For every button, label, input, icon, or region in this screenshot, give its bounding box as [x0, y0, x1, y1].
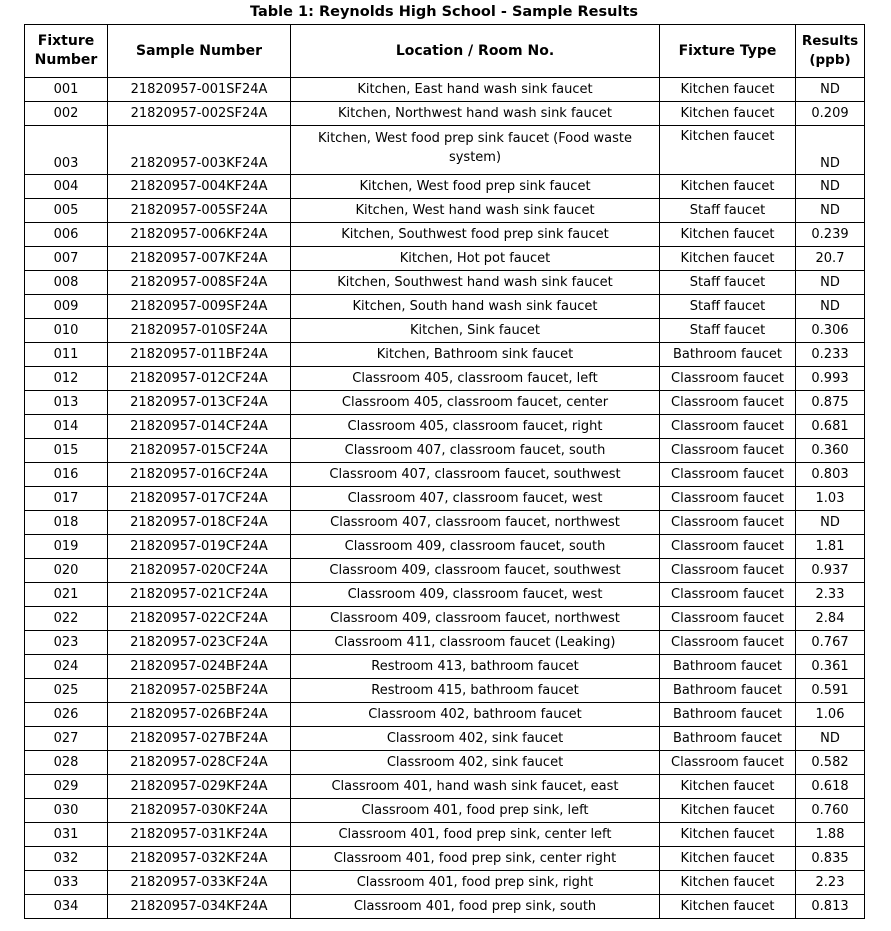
table-row	[25, 439, 865, 463]
table-row	[25, 727, 865, 751]
fixture-number-cell: 003	[25, 126, 108, 175]
fixture-number-cell: 033	[25, 871, 108, 895]
sample-number-cell: 21820957-010SF24A	[108, 319, 291, 343]
location-cell: Classroom 409, classroom faucet, northwest	[291, 607, 660, 631]
sample-number-cell: 21820957-033KF24A	[108, 871, 291, 895]
fixture-type-cell: Bathroom faucet	[660, 343, 796, 367]
table-row	[25, 847, 865, 871]
header-location: Location / Room No.	[291, 25, 660, 78]
location-cell: Kitchen, Hot pot faucet	[291, 247, 660, 271]
result-cell: ND	[796, 727, 865, 751]
result-cell: ND	[796, 271, 865, 295]
table-row	[25, 655, 865, 679]
table-row	[25, 583, 865, 607]
fixture-number-cell: 006	[25, 223, 108, 247]
table-row	[25, 415, 865, 439]
sample-number-cell: 21820957-028CF24A	[108, 751, 291, 775]
fixture-number-cell: 010	[25, 319, 108, 343]
fixture-type-cell: Bathroom faucet	[660, 679, 796, 703]
fixture-number-cell: 032	[25, 847, 108, 871]
table-row	[25, 463, 865, 487]
fixture-number-cell: 007	[25, 247, 108, 271]
sample-number-cell: 21820957-027BF24A	[108, 727, 291, 751]
location-cell: Kitchen, West food prep sink faucet (Food waste system)	[291, 126, 660, 175]
table-row	[25, 679, 865, 703]
sample-number-cell: 21820957-002SF24A	[108, 102, 291, 126]
location-cell: Classroom 409, classroom faucet, southwest	[291, 559, 660, 583]
sample-results-table	[24, 24, 865, 919]
fixture-number-cell: 024	[25, 655, 108, 679]
fixture-number-cell: 028	[25, 751, 108, 775]
result-cell: 0.875	[796, 391, 865, 415]
result-cell: 2.33	[796, 583, 865, 607]
sample-number-cell: 21820957-007KF24A	[108, 247, 291, 271]
location-cell: Classroom 401, food prep sink, center right	[291, 847, 660, 871]
table-row	[25, 511, 865, 535]
result-cell: 0.209	[796, 102, 865, 126]
header-row	[25, 25, 865, 78]
location-cell: Classroom 401, food prep sink, center left	[291, 823, 660, 847]
location-cell: Kitchen, East hand wash sink faucet	[291, 78, 660, 102]
fixture-number-cell: 019	[25, 535, 108, 559]
location-cell: Restroom 413, bathroom faucet	[291, 655, 660, 679]
table-row	[25, 823, 865, 847]
table-row	[25, 319, 865, 343]
fixture-type-cell: Kitchen faucet	[660, 847, 796, 871]
fixture-type-cell: Kitchen faucet	[660, 126, 796, 175]
result-cell: 0.591	[796, 679, 865, 703]
fixture-type-cell: Staff faucet	[660, 319, 796, 343]
table-row	[25, 126, 865, 175]
result-cell: ND	[796, 175, 865, 199]
result-cell: 0.803	[796, 463, 865, 487]
result-cell: 0.239	[796, 223, 865, 247]
fixture-number-cell: 001	[25, 78, 108, 102]
table-row	[25, 799, 865, 823]
fixture-number-cell: 027	[25, 727, 108, 751]
fixture-number-cell: 009	[25, 295, 108, 319]
table-row	[25, 703, 865, 727]
result-cell: 0.937	[796, 559, 865, 583]
fixture-type-cell: Bathroom faucet	[660, 703, 796, 727]
fixture-number-cell: 017	[25, 487, 108, 511]
result-cell: 0.361	[796, 655, 865, 679]
location-cell: Classroom 405, classroom faucet, left	[291, 367, 660, 391]
table-row	[25, 871, 865, 895]
result-cell: 20.7	[796, 247, 865, 271]
result-cell: 0.835	[796, 847, 865, 871]
table-row	[25, 607, 865, 631]
location-cell: Classroom 409, classroom faucet, west	[291, 583, 660, 607]
fixture-type-cell: Kitchen faucet	[660, 823, 796, 847]
header-results: Results (ppb)	[796, 25, 865, 78]
result-cell: ND	[796, 126, 865, 175]
result-cell: ND	[796, 78, 865, 102]
fixture-type-cell: Kitchen faucet	[660, 799, 796, 823]
result-cell: 2.84	[796, 607, 865, 631]
result-cell: 0.233	[796, 343, 865, 367]
sample-number-cell: 21820957-011BF24A	[108, 343, 291, 367]
sample-number-cell: 21820957-015CF24A	[108, 439, 291, 463]
result-cell: 0.993	[796, 367, 865, 391]
location-cell: Classroom 401, food prep sink, south	[291, 895, 660, 919]
result-cell: 0.582	[796, 751, 865, 775]
fixture-number-cell: 016	[25, 463, 108, 487]
location-cell: Classroom 402, bathroom faucet	[291, 703, 660, 727]
fixture-type-cell: Classroom faucet	[660, 511, 796, 535]
fixture-type-cell: Classroom faucet	[660, 751, 796, 775]
fixture-number-cell: 025	[25, 679, 108, 703]
fixture-type-cell: Kitchen faucet	[660, 775, 796, 799]
fixture-number-cell: 002	[25, 102, 108, 126]
sample-number-cell: 21820957-003KF24A	[108, 126, 291, 175]
result-cell: ND	[796, 295, 865, 319]
table-row	[25, 175, 865, 199]
fixture-type-cell: Kitchen faucet	[660, 102, 796, 126]
fixture-type-cell: Kitchen faucet	[660, 247, 796, 271]
table-row	[25, 775, 865, 799]
result-cell: 1.88	[796, 823, 865, 847]
sample-number-cell: 21820957-013CF24A	[108, 391, 291, 415]
table-row	[25, 295, 865, 319]
location-cell: Classroom 402, sink faucet	[291, 727, 660, 751]
sample-number-cell: 21820957-004KF24A	[108, 175, 291, 199]
sample-number-cell: 21820957-016CF24A	[108, 463, 291, 487]
sample-number-cell: 21820957-019CF24A	[108, 535, 291, 559]
location-cell: Classroom 407, classroom faucet, northwest	[291, 511, 660, 535]
location-cell: Kitchen, West food prep sink faucet	[291, 175, 660, 199]
sample-number-cell: 21820957-032KF24A	[108, 847, 291, 871]
fixture-type-cell: Kitchen faucet	[660, 895, 796, 919]
table-row	[25, 535, 865, 559]
result-cell: ND	[796, 199, 865, 223]
table-row	[25, 271, 865, 295]
fixture-number-cell: 034	[25, 895, 108, 919]
fixture-number-cell: 029	[25, 775, 108, 799]
table-row	[25, 367, 865, 391]
result-cell: 0.767	[796, 631, 865, 655]
sample-number-cell: 21820957-026BF24A	[108, 703, 291, 727]
fixture-type-cell: Classroom faucet	[660, 535, 796, 559]
table-row	[25, 343, 865, 367]
location-cell: Classroom 401, food prep sink, left	[291, 799, 660, 823]
result-cell: 0.360	[796, 439, 865, 463]
result-cell: 1.06	[796, 703, 865, 727]
fixture-number-cell: 014	[25, 415, 108, 439]
fixture-number-cell: 031	[25, 823, 108, 847]
location-cell: Classroom 405, classroom faucet, center	[291, 391, 660, 415]
sample-number-cell: 21820957-030KF24A	[108, 799, 291, 823]
fixture-type-cell: Classroom faucet	[660, 583, 796, 607]
result-cell: 0.306	[796, 319, 865, 343]
table-row	[25, 199, 865, 223]
sample-number-cell: 21820957-009SF24A	[108, 295, 291, 319]
location-cell: Classroom 409, classroom faucet, south	[291, 535, 660, 559]
location-cell: Kitchen, Northwest hand wash sink faucet	[291, 102, 660, 126]
location-cell: Classroom 407, classroom faucet, south	[291, 439, 660, 463]
fixture-number-cell: 013	[25, 391, 108, 415]
result-cell: 0.681	[796, 415, 865, 439]
location-cell: Kitchen, Sink faucet	[291, 319, 660, 343]
location-cell: Restroom 415, bathroom faucet	[291, 679, 660, 703]
location-cell: Classroom 407, classroom faucet, southwest	[291, 463, 660, 487]
fixture-number-cell: 026	[25, 703, 108, 727]
sample-number-cell: 21820957-023CF24A	[108, 631, 291, 655]
header-sample-number: Sample Number	[108, 25, 291, 78]
fixture-type-cell: Classroom faucet	[660, 391, 796, 415]
sample-number-cell: 21820957-005SF24A	[108, 199, 291, 223]
fixture-number-cell: 022	[25, 607, 108, 631]
table-row	[25, 487, 865, 511]
fixture-type-cell: Bathroom faucet	[660, 655, 796, 679]
result-cell: ND	[796, 511, 865, 535]
fixture-number-cell: 020	[25, 559, 108, 583]
result-cell: 1.03	[796, 487, 865, 511]
sample-number-cell: 21820957-025BF24A	[108, 679, 291, 703]
result-cell: 0.813	[796, 895, 865, 919]
table-body	[25, 78, 865, 919]
result-cell: 0.760	[796, 799, 865, 823]
table-row	[25, 102, 865, 126]
fixture-type-cell: Kitchen faucet	[660, 223, 796, 247]
table-row	[25, 631, 865, 655]
fixture-type-cell: Kitchen faucet	[660, 871, 796, 895]
location-cell: Classroom 402, sink faucet	[291, 751, 660, 775]
table-title: Table 1: Reynolds High School - Sample Results	[249, 4, 639, 20]
location-cell: Classroom 405, classroom faucet, right	[291, 415, 660, 439]
sample-number-cell: 21820957-012CF24A	[108, 367, 291, 391]
fixture-type-cell: Classroom faucet	[660, 559, 796, 583]
fixture-type-cell: Staff faucet	[660, 271, 796, 295]
header-fixture-number: Fixture Number	[25, 25, 108, 78]
fixture-type-cell: Bathroom faucet	[660, 727, 796, 751]
fixture-number-cell: 021	[25, 583, 108, 607]
table-row	[25, 247, 865, 271]
location-cell: Classroom 401, hand wash sink faucet, east	[291, 775, 660, 799]
location-cell: Classroom 411, classroom faucet (Leaking)	[291, 631, 660, 655]
fixture-number-cell: 011	[25, 343, 108, 367]
sample-number-cell: 21820957-029KF24A	[108, 775, 291, 799]
fixture-type-cell: Classroom faucet	[660, 487, 796, 511]
location-cell: Classroom 401, food prep sink, right	[291, 871, 660, 895]
fixture-number-cell: 030	[25, 799, 108, 823]
table-row	[25, 751, 865, 775]
sample-number-cell: 21820957-017CF24A	[108, 487, 291, 511]
sample-number-cell: 21820957-024BF24A	[108, 655, 291, 679]
fixture-type-cell: Kitchen faucet	[660, 78, 796, 102]
fixture-number-cell: 005	[25, 199, 108, 223]
location-cell: Classroom 407, classroom faucet, west	[291, 487, 660, 511]
fixture-type-cell: Classroom faucet	[660, 631, 796, 655]
location-cell: Kitchen, South hand wash sink faucet	[291, 295, 660, 319]
result-cell: 1.81	[796, 535, 865, 559]
location-cell: Kitchen, Bathroom sink faucet	[291, 343, 660, 367]
fixture-number-cell: 004	[25, 175, 108, 199]
sample-number-cell: 21820957-001SF24A	[108, 78, 291, 102]
sample-number-cell: 21820957-031KF24A	[108, 823, 291, 847]
sample-number-cell: 21820957-034KF24A	[108, 895, 291, 919]
location-cell: Kitchen, Southwest hand wash sink faucet	[291, 271, 660, 295]
table-row	[25, 559, 865, 583]
sample-number-cell: 21820957-018CF24A	[108, 511, 291, 535]
sample-number-cell: 21820957-008SF24A	[108, 271, 291, 295]
table-row	[25, 391, 865, 415]
sample-number-cell: 21820957-006KF24A	[108, 223, 291, 247]
fixture-type-cell: Classroom faucet	[660, 463, 796, 487]
fixture-number-cell: 018	[25, 511, 108, 535]
fixture-number-cell: 012	[25, 367, 108, 391]
location-cell: Kitchen, Southwest food prep sink faucet	[291, 223, 660, 247]
fixture-number-cell: 008	[25, 271, 108, 295]
fixture-type-cell: Classroom faucet	[660, 367, 796, 391]
table-row	[25, 223, 865, 247]
location-cell: Kitchen, West hand wash sink faucet	[291, 199, 660, 223]
fixture-type-cell: Classroom faucet	[660, 415, 796, 439]
fixture-type-cell: Classroom faucet	[660, 439, 796, 463]
fixture-type-cell: Staff faucet	[660, 199, 796, 223]
fixture-type-cell: Classroom faucet	[660, 607, 796, 631]
sample-number-cell: 21820957-021CF24A	[108, 583, 291, 607]
fixture-type-cell: Kitchen faucet	[660, 175, 796, 199]
header-fixture-type: Fixture Type	[660, 25, 796, 78]
fixture-number-cell: 023	[25, 631, 108, 655]
table-row	[25, 895, 865, 919]
result-cell: 0.618	[796, 775, 865, 799]
fixture-type-cell: Staff faucet	[660, 295, 796, 319]
table-row	[25, 78, 865, 102]
sample-number-cell: 21820957-014CF24A	[108, 415, 291, 439]
result-cell: 2.23	[796, 871, 865, 895]
fixture-number-cell: 015	[25, 439, 108, 463]
sample-number-cell: 21820957-020CF24A	[108, 559, 291, 583]
sample-number-cell: 21820957-022CF24A	[108, 607, 291, 631]
